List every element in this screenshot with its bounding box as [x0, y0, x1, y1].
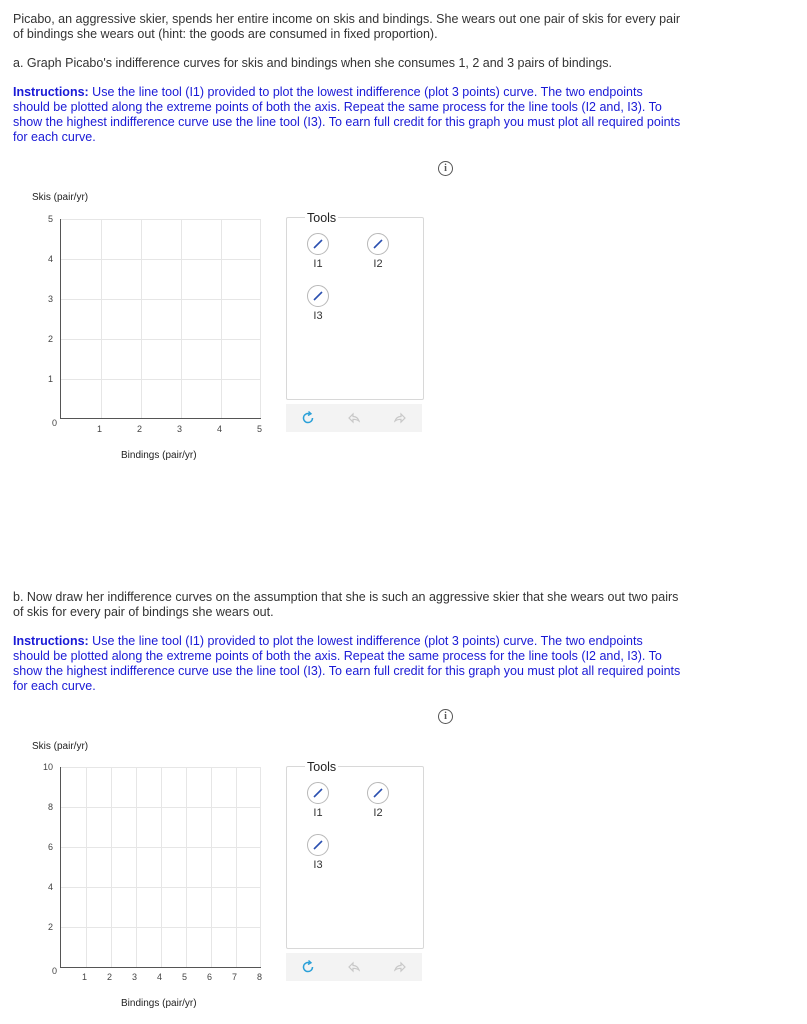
y-tick: 4: [48, 882, 54, 892]
graph-a-tools-panel: [286, 211, 424, 400]
reset-icon[interactable]: [300, 410, 316, 426]
part-a-prompt: a. Graph Picabo's indifference curves for skis and bindings when she consumes 1, 2 and 3 pairs of bindings.: [13, 56, 613, 70]
tool-label: I1: [313, 258, 323, 270]
y-tick: 5: [48, 214, 54, 224]
y-tick: 10: [43, 762, 54, 772]
tool-label: I1: [313, 807, 323, 819]
x-tick: 3: [177, 424, 183, 434]
line-tool-icon[interactable]: [307, 285, 329, 307]
instructions-text: Use the line tool (I1) provided to plot the lowest indifference (plot 3 points) curve. The two endpoints should be plotted along the extreme points of both the axis. Repeat the same process for the line tools (I2 and, I3). To show the highest indifference curve use the line tool (I3). To earn full credit for this graph you must plot all required points for each curve.: [13, 85, 681, 144]
y-tick: 2: [48, 922, 54, 932]
redo-icon[interactable]: [392, 959, 408, 975]
line-tool-icon[interactable]: [307, 782, 329, 804]
tool-label: I3: [313, 310, 323, 322]
instructions-label: Instructions:: [13, 85, 89, 99]
y-tick: 4: [48, 254, 54, 264]
graph-a-action-bar: [286, 404, 422, 432]
x-tick: 8: [257, 972, 263, 982]
graph-b-y-axis-label: Skis (pair/yr): [32, 741, 89, 752]
graph-b-x-axis-label: Bindings (pair/yr): [121, 998, 197, 1009]
tool-label: I2: [373, 807, 383, 819]
tool-i2[interactable]: [358, 782, 398, 819]
graph-b-tools-panel: [286, 760, 424, 949]
y-tick: 8: [48, 802, 54, 812]
x-tick: 5: [257, 424, 263, 434]
x-tick: 3: [132, 972, 138, 982]
tools-title: Tools: [307, 211, 337, 225]
x-tick: 1: [97, 424, 103, 434]
x-tick: 1: [82, 972, 88, 982]
x-tick: 5: [182, 972, 188, 982]
tool-label: I2: [373, 258, 383, 270]
part-b-prompt: b. Now draw her indifference curves on the assumption that she is such an aggressive skier that she wears out two pairs of skis for every pair of bindings she wears out.: [13, 590, 679, 619]
x-tick: 4: [157, 972, 163, 982]
instructions-label: Instructions:: [13, 634, 89, 648]
graph-a-x-axis-label: Bindings (pair/yr): [121, 450, 197, 461]
x-tick: 2: [107, 972, 113, 982]
graph-a-plot-area[interactable]: [60, 219, 261, 419]
x-tick: 6: [207, 972, 213, 982]
graph-b-plot-area[interactable]: [60, 767, 261, 968]
part-a-instructions: [13, 85, 683, 145]
y-tick: 2: [48, 334, 54, 344]
x-tick: 2: [137, 424, 143, 434]
line-tool-icon[interactable]: [367, 782, 389, 804]
part-b-instructions: [13, 634, 683, 694]
x-tick: 4: [217, 424, 223, 434]
undo-icon[interactable]: [346, 959, 362, 975]
reset-icon[interactable]: [300, 959, 316, 975]
graph-a-y-axis-label: Skis (pair/yr): [32, 192, 89, 203]
info-icon[interactable]: i: [438, 709, 453, 724]
undo-icon[interactable]: [346, 410, 362, 426]
x-tick: 7: [232, 972, 238, 982]
line-tool-icon[interactable]: [307, 834, 329, 856]
graph-b-action-bar: [286, 953, 422, 981]
info-icon[interactable]: i: [438, 161, 453, 176]
y-tick: 0: [52, 418, 58, 428]
y-tick: 6: [48, 842, 54, 852]
instructions-text: Use the line tool (I1) provided to plot the lowest indifference (plot 3 points) curve. The two endpoints should be plotted along the extreme points of both the axis. Repeat the same process for the line tools (I2 and, I3). To show the highest indifference curve use the line tool (I3). To earn full credit for this graph you must plot all required points for each curve.: [13, 634, 681, 693]
tool-i1[interactable]: [298, 233, 338, 270]
tool-i3[interactable]: [298, 834, 338, 871]
line-tool-icon[interactable]: [307, 233, 329, 255]
tool-i1[interactable]: [298, 782, 338, 819]
question-intro: Picabo, an aggressive skier, spends her entire income on skis and bindings. She wears out one pair of skis for every pair of bindings she wears out (hint: the goods are consumed in fixed proportion).: [13, 12, 681, 41]
y-tick: 3: [48, 294, 54, 304]
tools-title: Tools: [307, 760, 337, 774]
tool-label: I3: [313, 859, 323, 871]
line-tool-icon[interactable]: [367, 233, 389, 255]
y-tick: 0: [52, 966, 58, 976]
redo-icon[interactable]: [392, 410, 408, 426]
tool-i2[interactable]: [358, 233, 398, 270]
y-tick: 1: [48, 374, 54, 384]
tool-i3[interactable]: [298, 285, 338, 322]
